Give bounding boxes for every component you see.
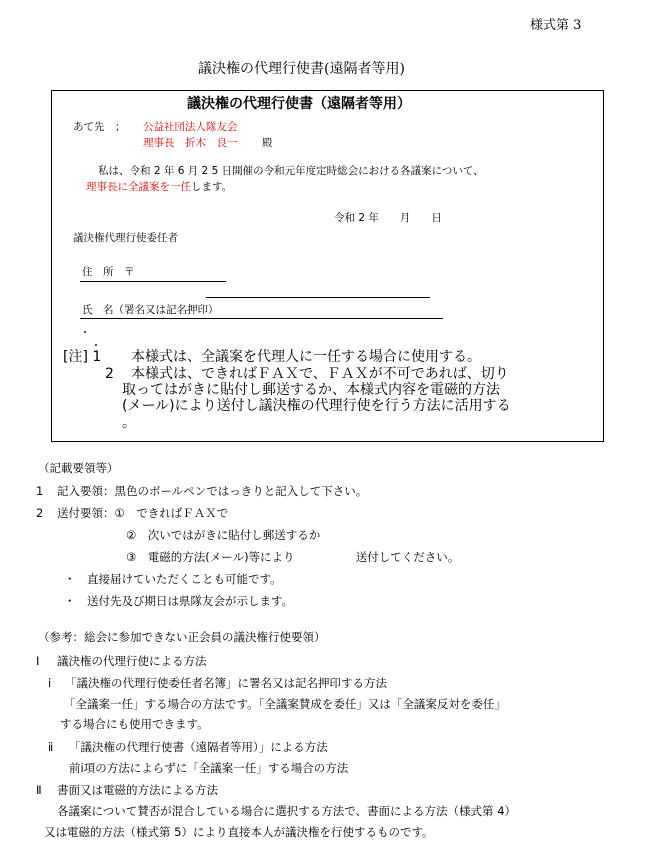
bullet-destination: ・ 送付先及び期日は県隊友会が示します。	[64, 594, 294, 608]
sub-ii-body: 前ⅰ項の方法によらずに「全議案一任」する場合の方法	[69, 761, 349, 775]
section1-number: Ⅰ	[36, 654, 40, 668]
statement-line1: 私は、令和 2 年 6 月 2 5 日開催の令和元年度定時総会における各議案について、	[98, 165, 484, 177]
note-prefix: [注] 1	[63, 349, 102, 365]
section1-title: 議決権の代理行使による方法	[57, 654, 207, 668]
dot-mark	[95, 344, 97, 346]
addressee-org: 公益社団法人隊友会	[143, 121, 238, 133]
addressee-person: 理事長 折木 良一	[143, 137, 238, 149]
note2-line4: 。	[122, 415, 136, 431]
section2-body-line1: 各議案について賛否が混合している場合に選択する方法で、書面による方法（様式第 4）	[57, 804, 517, 818]
name-underline	[80, 318, 443, 319]
section2-number: Ⅱ	[36, 783, 42, 797]
form-title: 議決権の代理行使書（遠隔者等用）	[187, 96, 411, 112]
item2-sub3: ③ 電磁的方法(メール)等により 送付してください。	[126, 550, 460, 564]
note1-text: 本様式は、全議案を代理人に一任する場合に使用する。	[131, 349, 481, 365]
statement-emphasis: 理事長に全議案を一任	[86, 181, 191, 193]
sub-i-number: ⅰ	[48, 676, 52, 690]
note2-line3: (メール)により送付し議決権の代理行使を行う方法に活用する	[122, 398, 511, 414]
sub-i-body-line1: 「全議案一任」する場合の方法です。「全議案賛成を委任」又は「全議案反対を委任」	[64, 697, 506, 711]
item2-number: 2	[36, 506, 44, 520]
bullet-direct-delivery: ・ 直接届けていただくことも可能です。	[64, 572, 282, 586]
section2-body-line2: 又は電磁的方法（様式第 5）により直接本人が議決権を行使するものです。	[44, 825, 434, 839]
date-field: 令和 2 年 月 日	[334, 212, 442, 224]
statement-tail: します。	[191, 181, 233, 193]
sub-i-body-line2: する場合にも使用できます。	[60, 717, 209, 731]
item2-text: 送付要領：① できればＦＡＸで	[57, 506, 229, 520]
dot-mark	[84, 331, 86, 333]
section2-title: 書面又は電磁的方法による方法	[57, 783, 218, 797]
sub-i-title: 「議決権の代理行使委任者名簿」に署名又は記名押印する方法	[65, 676, 387, 690]
instructions-heading: （記載要領等）	[38, 461, 119, 475]
addressee-suffix: 殿	[262, 137, 273, 149]
form-number: 様式第 3	[530, 18, 582, 33]
principal-label: 議決権代理行使委任者	[73, 232, 178, 244]
sub-ii-title: 「議決権の代理行使書（遠隔者等用）」による方法	[69, 740, 328, 754]
note2-number: 2	[105, 366, 114, 382]
note2-line1: 本様式は、できればＦＡＸで、ＦＡＸが不可であれば、切り	[131, 366, 509, 382]
item1-number: 1	[36, 484, 44, 498]
reference-heading: （参考：総会に参加できない正会員の議決権行使要領）	[38, 630, 326, 644]
sub-ii-number: ⅱ	[48, 740, 54, 754]
note2-line2: 取ってはがきに貼付し郵送するか、本様式内容を電磁的方法	[122, 382, 500, 398]
item1-text: 記入要領：黒色のボールペンではっきりと記入して下さい。	[57, 484, 368, 498]
statement-line2	[86, 182, 232, 193]
address-label: 住 所 〒	[82, 266, 135, 278]
item2-sub2: ② 次いではがきに貼付し郵送するか	[126, 528, 321, 542]
address-underline	[80, 281, 226, 282]
addressee-label: あて先 ；	[73, 121, 126, 133]
name-label: 氏 名（署名又は記名押印）	[82, 304, 219, 316]
address-line2	[206, 297, 430, 298]
doc-title: 議決権の代理行使書(遠隔者等用)	[198, 61, 405, 77]
